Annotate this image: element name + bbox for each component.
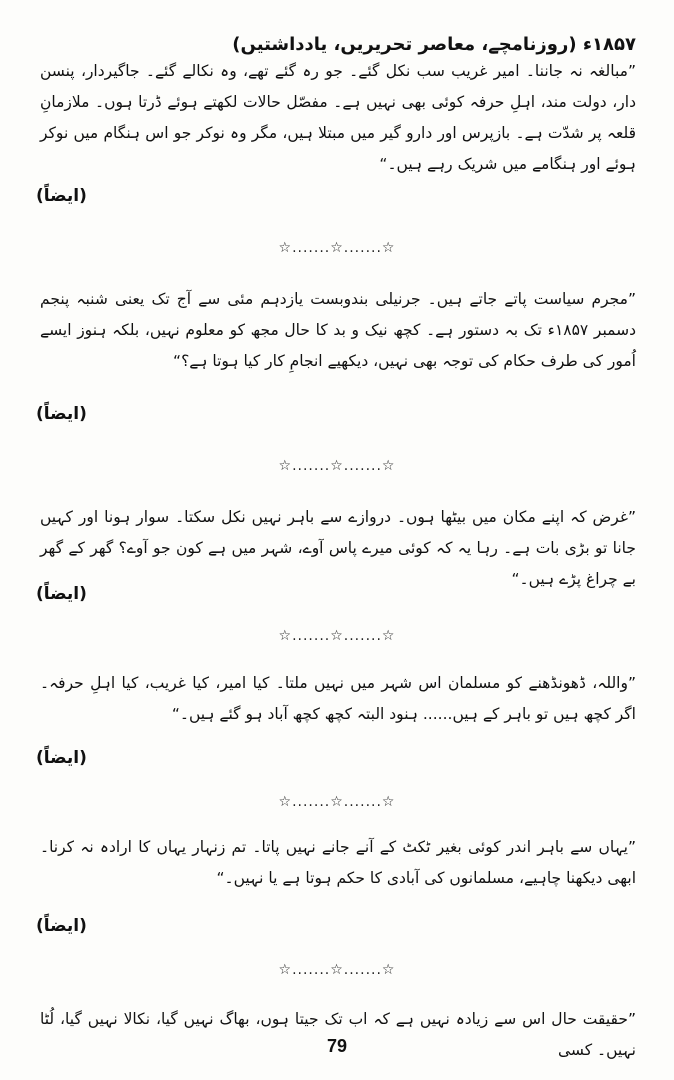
page-number: 79: [326, 1036, 348, 1056]
quote-entry: ”حقیقت حال اس سے زیادہ نہیں ہے کہ اب تک جیتا ہوں، بھاگ نہیں گیا، نکالا نہیں گیا، لُٹا نہیں۔ کسی: [40, 1010, 636, 1059]
section-divider: ☆.......☆.......☆: [278, 962, 396, 978]
source-citation: (ایضاً): [36, 748, 87, 768]
quote-entry: ”مجرم سیاست پاتے جاتے ہیں۔ جرنیلی بندوبست یازدہم مئی سے آج تک یعنی شنبہ پنجم دسمبر ۱۸۵۷ء تک بہ دستور ہے۔ کچھ نیک و بد کا حال مجھ کو معلوم نہیں، بلکہ ہنوز ایسے اُمور کی طرف حکام کی توجہ بھی نہیں، دیکھیے انجامِ کار کیا ہوتا ہے؟“: [40, 290, 636, 370]
source-citation: (ایضاً): [36, 404, 87, 424]
section-divider: ☆.......☆.......☆: [278, 794, 396, 810]
source-citation: (ایضاً): [36, 584, 87, 604]
source-citation: (ایضاً): [36, 186, 87, 206]
source-citation: (ایضاً): [36, 916, 87, 936]
quote-entry: ”غرض کہ اپنے مکان میں بیٹھا ہوں۔ دروازے سے باہر نہیں نکل سکتا۔ سوار ہونا اور کہیں جانا تو بڑی بات ہے۔ رہا یہ کہ کوئی میرے پاس آوے، شہر میں ہے کون جو آوے؟ گھر کے گھر بے چراغ پڑے ہیں۔“: [40, 508, 636, 588]
section-divider: ☆.......☆.......☆: [278, 240, 396, 256]
section-divider: ☆.......☆.......☆: [278, 628, 396, 644]
running-header: ۱۸۵۷ء (روزنامچے، معاصر تحریریں، یادداشتیں): [232, 34, 636, 55]
quote-entry: ”مبالغہ نہ جاننا۔ امیر غریب سب نکل گئے۔ جو رہ گئے تھے، وہ نکالے گئے۔ جاگیردار، پنسن دار، دولت مند، اہلِ حرفہ کوئی بھی نہیں ہے۔ مفصّل حالات لکھتے ہوئے ڈرتا ہوں۔ ملازمانِ قلعہ پر شدّت ہے۔ بازپرس اور دارو گیر میں مبتلا ہیں، مگر وہ نوکر جو اس ہنگام میں نوکر ہوئے اور ہنگامے میں شریک رہے ہیں۔“: [40, 62, 636, 173]
section-divider: ☆.......☆.......☆: [278, 458, 396, 474]
quote-entry: ”واللہ، ڈھونڈھنے کو مسلمان اس شہر میں نہیں ملتا۔ کیا امیر، کیا غریب، کیا اہلِ حرفہ۔ اگر کچھ ہیں تو باہر کے ہیں...... ہنود البتہ کچھ کچھ آباد ہو گئے ہیں۔“: [40, 674, 636, 723]
quote-entry: ”یہاں سے باہر اندر کوئی بغیر ٹکٹ کے آنے جانے نہیں پاتا۔ تم زنہار یہاں کا ارادہ نہ کرنا۔ ابھی دیکھنا چاہیے، مسلمانوں کی آبادی کا حکم ہوتا ہے یا نہیں۔“: [40, 838, 636, 887]
